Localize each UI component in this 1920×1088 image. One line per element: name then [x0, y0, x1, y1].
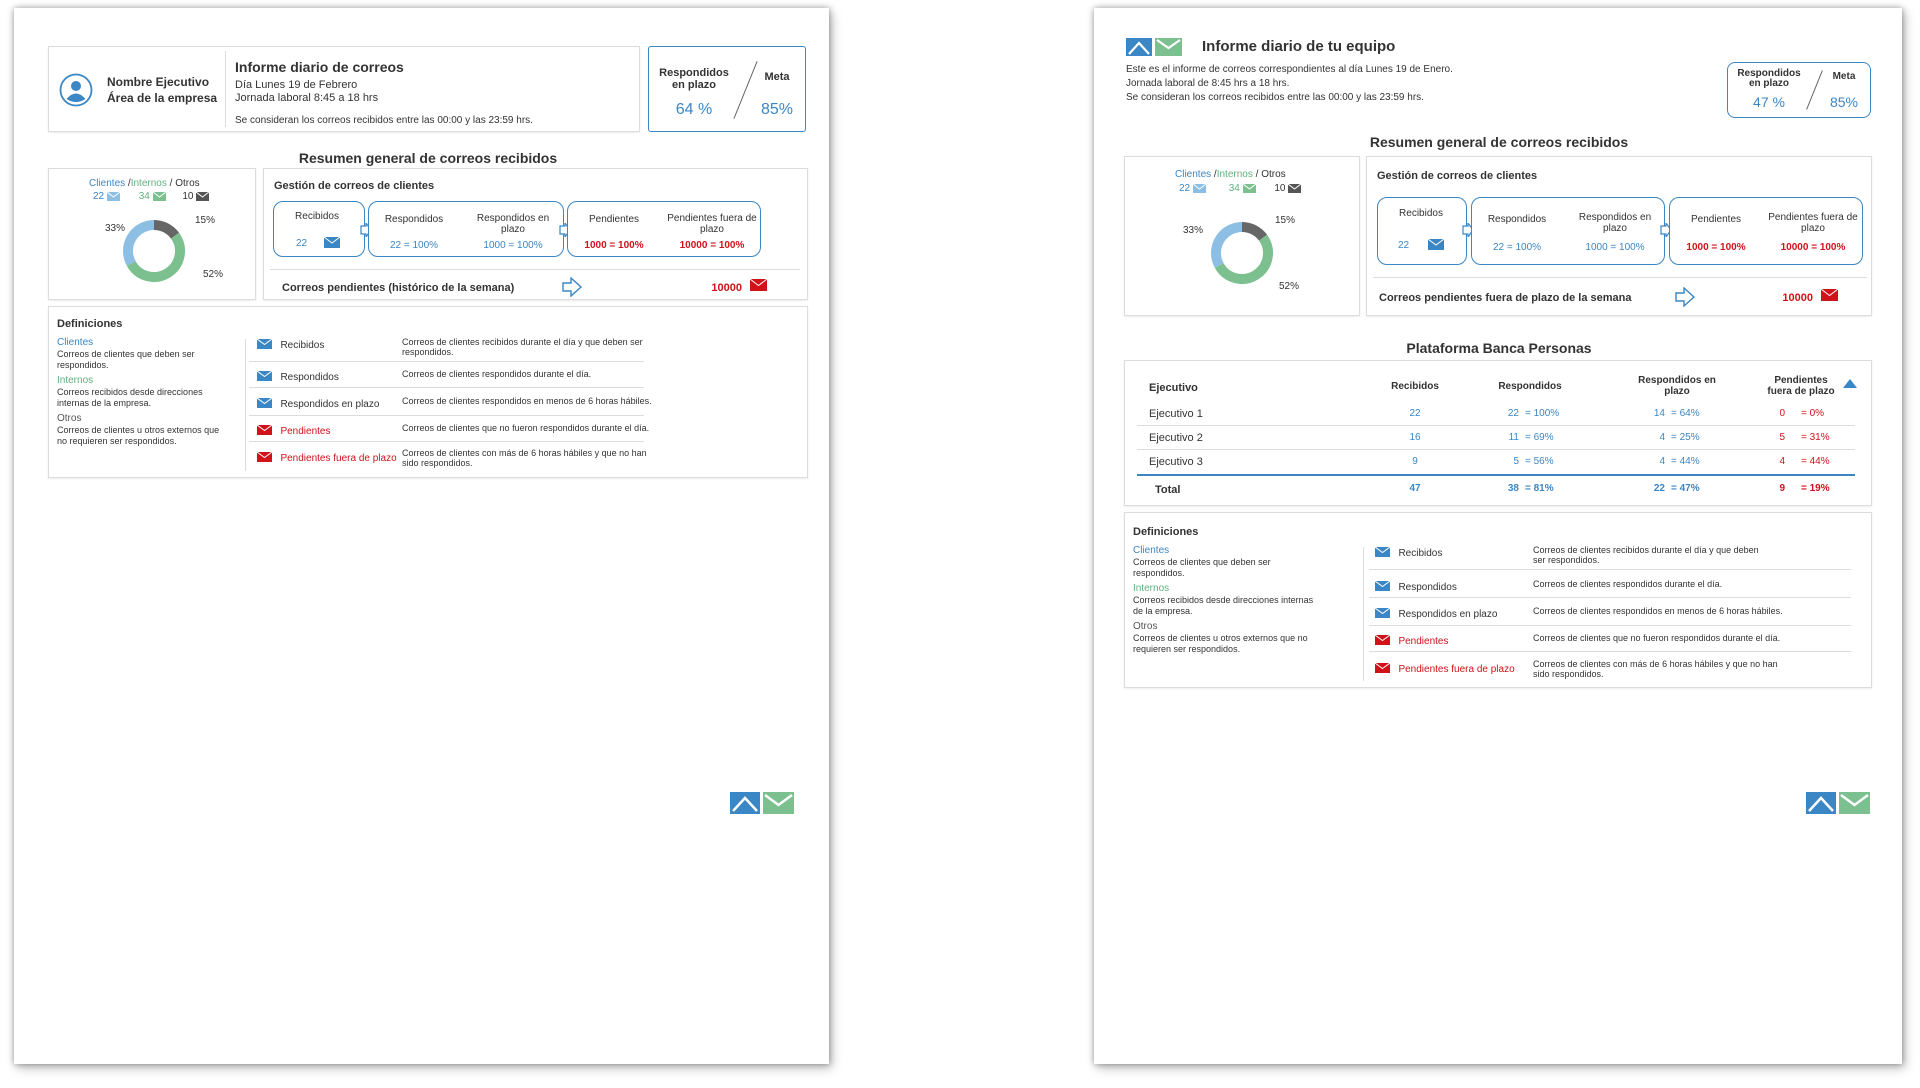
donut-label-internal: 52%	[1279, 281, 1300, 292]
goal-kpi-value: 85%	[760, 101, 794, 118]
donut-label-clients: 33%	[105, 223, 126, 234]
def-item-text: Correos de clientes que no fueron respondidos durante el día.	[402, 423, 650, 433]
row-inplazo-p: = 64%	[1671, 408, 1700, 419]
table-row[interactable]	[1137, 403, 1867, 425]
user-avatar-icon	[59, 73, 93, 112]
def-clients-text: Correos de clientes que deben ser respondidos.	[1133, 557, 1271, 578]
report-day: Día Lunes 19 de Febrero	[235, 79, 358, 91]
late-value: 10000 = 100%	[679, 240, 745, 251]
def-item-text: Correos de clientes con más de 6 horas hábiles y que no han sido respondidos.	[402, 448, 647, 468]
weekly-pending-value: 10000	[1782, 292, 1813, 304]
row-late-p: = 0%	[1801, 408, 1825, 419]
row-responded-p: = 56%	[1525, 456, 1554, 467]
def-others-text: Correos de clientes u otros externos que no requieren ser respondidos.	[57, 425, 220, 446]
team-origin-legend	[1175, 169, 1345, 181]
row-received: 22	[1409, 408, 1421, 419]
client-mail-management-box	[263, 168, 808, 300]
def-row-divider	[249, 361, 644, 362]
def-item-label: Respondidos	[280, 372, 339, 383]
def-received-envelope-icon	[257, 339, 272, 349]
donut-segment-clients	[1216, 227, 1242, 266]
pending-label: Pendientes	[588, 214, 640, 225]
pending-flow-box	[1669, 197, 1863, 265]
row-executive-name: Ejecutivo 1	[1149, 408, 1203, 420]
def-item-label: Pendientes	[1398, 636, 1449, 647]
legend-others: Otros	[1261, 169, 1286, 180]
table-row-divider	[1137, 449, 1855, 450]
team-goal-kpi-value: 85%	[1829, 94, 1859, 110]
responded-value: 22 = 100%	[389, 240, 439, 251]
row-responded-n: 22	[1507, 408, 1519, 419]
def-internal-text: Correos recibidos desde direcciones internas de la empresa.	[1133, 595, 1314, 616]
team-report-title: Informe diario de tu equipo	[1202, 38, 1396, 55]
def-item-late	[1375, 659, 1515, 677]
received-label: Recibidos	[295, 211, 339, 222]
inplazo-value: 1000 = 100%	[483, 240, 543, 251]
def-item-responded	[257, 367, 339, 385]
team-report-line-1: Este es el informe de correos correspondientes al día Lunes 19 de Enero.	[1126, 64, 1453, 75]
def-item-label: Pendientes fuera de plazo	[280, 453, 397, 464]
def-others-title: Otros	[1133, 621, 1158, 632]
def-row-divider	[1369, 625, 1851, 626]
def-item-label: Respondidos en plazo	[1398, 609, 1498, 620]
row-late-p: = 44%	[1801, 456, 1830, 467]
def-item-label: Recibidos	[280, 340, 325, 351]
team-mail-origin-chart-box	[1124, 156, 1360, 316]
col-header-inplazo: Respondidos en plazo	[1638, 375, 1716, 397]
donut-segment-internal	[131, 236, 180, 277]
inplazo-label: Respondidos en plazo	[476, 213, 550, 235]
table-total-row	[1137, 478, 1867, 500]
mail-origin-chart-box	[48, 168, 256, 300]
table-row-divider	[1137, 425, 1855, 426]
row-inplazo-p: = 44%	[1671, 456, 1700, 467]
def-row-divider	[1369, 597, 1851, 598]
count-internal: 34	[138, 191, 150, 202]
def-item-text: Correos de clientes recibidos durante el día y que deben ser respondidos.	[402, 337, 643, 357]
goal-kpi-box	[648, 46, 806, 132]
total-late-p: = 19%	[1801, 483, 1830, 494]
pending-flow-box	[567, 201, 761, 257]
def-item-received	[257, 335, 324, 353]
def-row-divider	[1369, 651, 1851, 652]
origin-legend	[89, 178, 239, 190]
def-row-divider	[1369, 569, 1851, 570]
definitions-divider	[245, 339, 246, 471]
report-page-executive	[14, 8, 829, 1064]
origin-counts	[93, 191, 253, 203]
header-divider	[225, 51, 226, 127]
row-received: 16	[1409, 432, 1421, 443]
report-page-team	[1094, 8, 1902, 1064]
definitions-title: Definiciones	[1133, 526, 1199, 538]
donut-segment-others	[1242, 227, 1263, 238]
total-inplazo-p: = 47%	[1671, 483, 1700, 494]
def-internal-title: Internos	[1133, 583, 1170, 594]
def-responded-envelope-icon	[1375, 581, 1390, 591]
def-row-divider	[249, 441, 644, 442]
team-origin-donut-chart	[1197, 211, 1287, 295]
def-inplazo-envelope-icon	[1375, 608, 1390, 618]
def-late-envelope-icon	[1375, 663, 1390, 673]
total-received: 47	[1409, 483, 1421, 494]
management-divider	[1373, 277, 1867, 278]
weekly-pending-label: Correos pendientes (histórico de la semana)	[282, 282, 515, 294]
weekly-arrow-icon	[561, 277, 583, 297]
def-item-responded	[1375, 577, 1457, 595]
count-clients: 22	[1179, 183, 1191, 194]
received-value: 22	[1398, 240, 1410, 251]
management-title: Gestión de correos de clientes	[1377, 170, 1538, 182]
executive-area: Área de la empresa	[107, 91, 218, 105]
team-responded-kpi-value: 47 %	[1753, 94, 1785, 110]
management-divider	[270, 269, 800, 270]
late-value: 10000 = 100%	[1780, 242, 1846, 253]
row-late-p: = 31%	[1801, 432, 1830, 443]
table-row[interactable]	[1137, 427, 1867, 449]
row-late-n: 4	[1779, 456, 1785, 467]
def-others-title: Otros	[57, 413, 82, 424]
legend-sep-1: /	[1213, 169, 1217, 180]
team-kpi-slash	[1806, 70, 1823, 109]
weekly-pending-label: Correos pendientes fuera de plazo de la semana	[1379, 292, 1632, 304]
col-header-responded: Respondidos	[1498, 381, 1562, 392]
def-pending-envelope-icon	[1375, 635, 1390, 645]
team-goal-kpi-label: Meta	[1832, 71, 1856, 82]
total-late-n: 9	[1779, 483, 1785, 494]
def-item-label: Pendientes	[280, 426, 331, 437]
legend-sep-2: /	[169, 178, 173, 189]
weekly-arrow-icon	[1674, 287, 1696, 307]
pending-label: Pendientes	[1690, 214, 1742, 225]
legend-clients: Clientes	[1175, 169, 1212, 180]
envelope-internal-icon	[1243, 184, 1256, 193]
inplazo-label: Respondidos en plazo	[1578, 212, 1652, 234]
count-internal: 34	[1228, 183, 1240, 194]
envelope-internal-icon	[153, 192, 166, 201]
received-label: Recibidos	[1399, 208, 1443, 219]
legend-clients: Clientes	[89, 178, 126, 189]
responded-flow-box	[368, 201, 564, 257]
row-responded-p: = 100%	[1525, 408, 1560, 419]
legend-sep-1: /	[127, 178, 131, 189]
management-title: Gestión de correos de clientes	[274, 180, 435, 192]
brand-logo-icon	[730, 792, 794, 814]
def-clients-title: Clientes	[57, 337, 94, 348]
definitions-divider	[1363, 547, 1364, 681]
def-clients-text: Correos de clientes que deben ser respondidos.	[57, 349, 195, 370]
team-summary-title: Resumen general de correos recibidos	[1369, 134, 1629, 150]
definitions-title: Definiciones	[57, 318, 123, 330]
def-item-pending	[257, 421, 331, 439]
def-received-envelope-icon	[1375, 547, 1390, 557]
team-report-line-2: Jornada laboral de 8:45 hrs a 18 hrs.	[1126, 78, 1290, 89]
total-responded-n: 38	[1507, 483, 1519, 494]
received-flow-box	[1377, 197, 1467, 265]
legend-others: Otros	[175, 178, 200, 189]
report-note: Se consideran los correos recibidos entre las 00:00 y las 23:59 hrs.	[235, 115, 533, 126]
definitions-box-left	[48, 306, 808, 478]
summary-title: Resumen general de correos recibidos	[298, 150, 558, 166]
def-inplazo-envelope-icon	[257, 398, 272, 408]
col-header-late[interactable]: Pendientes fuera de plazo	[1767, 375, 1835, 397]
responded-value: 22 = 100%	[1492, 242, 1542, 253]
executive-name: Nombre Ejecutivo	[107, 75, 210, 89]
team-goal-kpi-box	[1727, 62, 1871, 118]
row-executive-name: Ejecutivo 3	[1149, 456, 1203, 468]
responded-kpi-label: Respondidos en plazo	[659, 67, 729, 91]
envelope-clients-icon	[107, 192, 120, 201]
def-others-text: Correos de clientes u otros externos que no requieren ser respondidos.	[1133, 633, 1308, 654]
team-client-mail-management-box	[1366, 156, 1872, 316]
row-responded-n: 5	[1513, 456, 1519, 467]
received-envelope-icon	[1428, 239, 1444, 250]
header-logo-icon	[1126, 38, 1182, 56]
team-responded-kpi-label: Respondidos en plazo	[1737, 68, 1801, 89]
received-envelope-icon	[324, 237, 340, 248]
envelope-others-icon	[196, 192, 209, 201]
donut-segment-internal	[1219, 238, 1268, 279]
col-header-executive: Ejecutivo	[1149, 382, 1198, 394]
total-label: Total	[1155, 484, 1181, 496]
def-item-text: Correos de clientes que no fueron respondidos durante el día.	[1533, 633, 1781, 643]
report-workday: Jornada laboral 8:45 a 18 hrs	[235, 92, 379, 104]
brand-logo-icon	[1806, 792, 1870, 814]
row-inplazo-p: = 25%	[1671, 432, 1700, 443]
legend-internal: Internos	[130, 178, 167, 189]
row-executive-name: Ejecutivo 2	[1149, 432, 1203, 444]
row-late-n: 0	[1779, 408, 1785, 419]
legend-sep-2: /	[1255, 169, 1259, 180]
report-title: Informe diario de correos	[235, 59, 404, 75]
def-row-divider	[249, 415, 644, 416]
responded-label: Respondidos	[384, 214, 444, 225]
pending-value: 1000 = 100%	[1686, 242, 1746, 253]
total-inplazo-n: 22	[1653, 483, 1665, 494]
row-responded-p: = 69%	[1525, 432, 1554, 443]
received-value: 22	[296, 238, 308, 249]
late-label: Pendientes fuera de plazo	[1768, 212, 1858, 234]
def-row-divider	[249, 387, 644, 388]
total-responded-p: = 81%	[1525, 483, 1554, 494]
count-clients: 22	[93, 191, 105, 202]
donut-label-others: 15%	[195, 215, 216, 226]
envelope-others-icon	[1288, 184, 1301, 193]
row-inplazo-n: 4	[1659, 432, 1665, 443]
def-pending-envelope-icon	[257, 425, 272, 435]
responded-label: Respondidos	[1487, 214, 1547, 225]
row-late-n: 5	[1779, 432, 1785, 443]
def-internal-text: Correos recibidos desde direcciones internas de la empresa.	[57, 387, 203, 408]
team-report-line-3: Se consideran los correos recibidos entre las 00:00 y las 23:59 hrs.	[1126, 92, 1424, 103]
received-flow-box	[273, 201, 365, 257]
donut-label-others: 15%	[1275, 215, 1296, 226]
def-item-pending	[1375, 631, 1449, 649]
def-item-label: Respondidos	[1398, 582, 1457, 593]
weekly-pending-value: 10000	[711, 282, 742, 294]
def-responded-envelope-icon	[257, 371, 272, 381]
legend-internal: Internos	[1216, 169, 1253, 180]
def-internal-title: Internos	[57, 375, 94, 386]
def-late-envelope-icon	[257, 452, 272, 462]
def-item-text: Correos de clientes respondidos durante el día.	[1533, 579, 1723, 589]
def-item-label: Recibidos	[1398, 548, 1443, 559]
def-item-text: Correos de clientes con más de 6 horas hábiles y que no han sido respondidos.	[1533, 659, 1778, 679]
def-item-text: Correos de clientes respondidos en menos de 6 horas hábiles.	[1533, 606, 1783, 616]
team-table-title: Plataforma Banca Personas	[1406, 340, 1592, 356]
executive-header	[48, 46, 640, 132]
def-item-inplazo	[1375, 604, 1497, 622]
count-others: 10	[1274, 183, 1286, 194]
donut-segment-others	[154, 225, 175, 236]
responded-flow-box	[1471, 197, 1665, 265]
table-row[interactable]	[1137, 451, 1867, 473]
def-item-label: Respondidos en plazo	[280, 399, 380, 410]
row-inplazo-n: 14	[1653, 408, 1665, 419]
def-item-received	[1375, 543, 1442, 561]
inplazo-value: 1000 = 100%	[1585, 242, 1645, 253]
pending-value: 1000 = 100%	[584, 240, 644, 251]
team-table-box	[1124, 360, 1872, 506]
late-label: Pendientes fuera de plazo	[667, 213, 757, 235]
weekly-red-envelope-icon	[750, 279, 767, 291]
donut-segment-clients	[128, 225, 154, 264]
goal-kpi-label: Meta	[764, 71, 790, 83]
def-item-text: Correos de clientes recibidos durante el día y que deben ser respondidos.	[1533, 545, 1759, 565]
donut-label-clients: 33%	[1183, 225, 1204, 236]
definitions-box-right	[1124, 512, 1872, 688]
responded-kpi-value: 64 %	[675, 101, 713, 118]
donut-label-internal: 52%	[203, 269, 224, 280]
col-header-received: Recibidos	[1391, 381, 1439, 392]
def-item-late	[257, 448, 397, 466]
count-others: 10	[182, 191, 194, 202]
weekly-red-envelope-icon	[1821, 289, 1838, 301]
row-received: 9	[1412, 456, 1418, 467]
def-clients-title: Clientes	[1133, 545, 1170, 556]
def-item-text: Correos de clientes respondidos en menos de 6 horas hábiles.	[402, 396, 652, 406]
sort-ascending-icon[interactable]	[1843, 379, 1857, 388]
def-item-inplazo	[257, 394, 379, 412]
table-total-divider	[1137, 474, 1855, 476]
def-item-text: Correos de clientes respondidos durante el día.	[402, 369, 592, 379]
def-item-label: Pendientes fuera de plazo	[1398, 664, 1515, 675]
row-responded-n: 11	[1508, 432, 1519, 443]
row-inplazo-n: 4	[1659, 456, 1665, 467]
team-origin-counts	[1179, 183, 1349, 195]
envelope-clients-icon	[1193, 184, 1206, 193]
